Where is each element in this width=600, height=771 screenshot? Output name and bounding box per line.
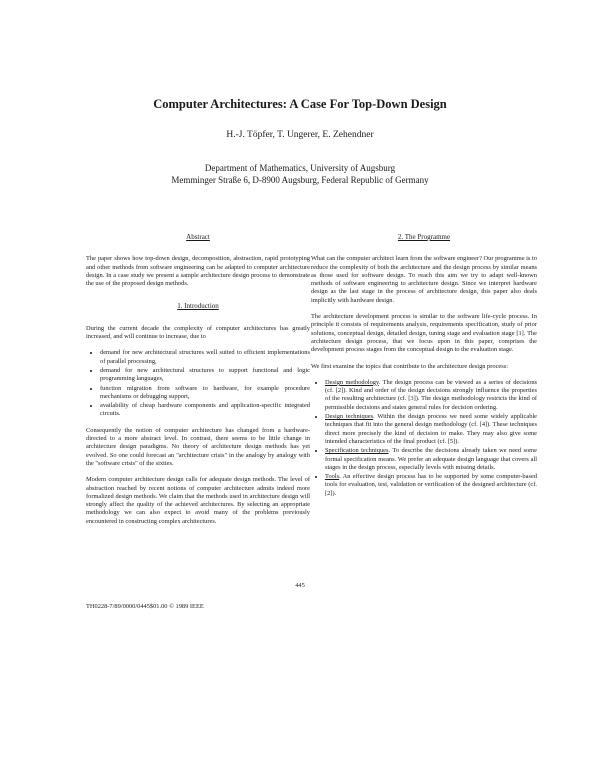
list-item [325,379,537,412]
item-text: . Within the design process we need some widely applicable techniques that fit into the general design methodology (cf. [4]). These techniques direct more precisely the kind of decision to make. They may also give some intended characteristics of the final product (cf. [5]). [325,413,538,445]
item-term: Specification techniques [325,447,389,455]
topics-list [311,379,537,498]
list-item: • availability of cheap hardware components and application-specific integrated circuits. [100,402,310,419]
affiliation [0,162,600,186]
affiliation-line-2: Memminger Straße 6, D-8900 Augsburg, Federal Republic of Germany [171,175,429,185]
list-item: • demand for new architectural structures to support functional and logic programming languages, [100,367,310,384]
introduction-heading: 1. Introduction [177,302,219,311]
list-item [325,473,537,498]
page-number: 445 [295,582,305,589]
intro-paragraph-3: Modern computer architecture design calls for adequate design methods. The level of abstraction reached by recent notions of computer architecture admits indeed more formalized design methods. We claim that the methods used in architecture design will strongly affect the quality of the achieved architectures. By selecting an appropriate methodology we can also expect to avoid many of the problems previously encountered in constructing complex architectures. [86,476,310,525]
item-text: . The design process can be viewed as a series of decisions (cf. [2]). Kind and order of the design decisions strongly influence the properties of the resulting architecture (cf. [3]). The design methodology restricts the kind of permissible decisions and states general rules for decision ordering. [325,378,538,411]
abstract-heading: Abstract [186,233,210,241]
intro-paragraph-1: During the current decade the complexity of computer architectures has greatly increased, and will continue to increase, due to [86,324,310,341]
authors: H.-J. Töpfer, T. Ungerer, E. Zehendner [226,130,374,140]
footer-code: TH0228-7/89/0000/0445$01.00 © 1989 IEEE [86,603,204,610]
abstract-text: The paper shows how top-down design, decomposition, abstraction, rapid prototyping and other methods from software engineering can be adapted to computer architecture design. In a case study we present a sample architecture design process to demonstrate the use of the proposed design methods. [86,255,310,288]
paper-title: Computer Architectures: A Case For Top-Down Design [153,97,447,111]
programme-paragraph-2: The architecture development process is similar to the software life-cycle process. In principle it consists of requirements analysis, requirements specification, study of prior solutions, conceptual design, detailed design, tuning stage and evaluation stage [1]. The architecture design process, that we focus upon in this paper, comprises the development process stages from the conceptual design to the evaluation stage. [311,313,537,354]
intro-paragraph-2: Consequently the notion of computer architecture has changed from a hardware-directed to a more abstract level. In contrast, there seems to be little change in architecture design paradigms. No theory of architecture design methods has yet evolved. So one could forecast an "architecture crisis" in the analogy by analogy with the "software crisis" of the sixties. [86,426,310,467]
programme-paragraph-3: We first examine the topics that contribute to the architecture design process: [311,362,508,370]
left-column [86,233,310,534]
list-item [325,413,537,446]
programme-paragraph-1: What can the computer architect learn from the software engineer? Our programme is to reduce the complexity of both the architecture and the design process by similar means as those used for software design. To reach this aim we try to adapt well-known methods of software engineering to architecture design. Since we interpret hardware design as the last stage in the process of architecture design, this paper also deals implicitly with hardware design. [311,255,537,304]
intro-bullet-list [86,349,310,418]
item-term: Design methodology [325,378,379,386]
item-text: . An effective design process has to be supported by some computer-based tools for evaluation, test, validation or verification of the designed architecture (cf. [2]). [325,473,537,497]
programme-heading: 2. The Programme [397,233,451,241]
list-item: • demand for new architectural structures well suited to efficient implementations of parallel processing, [100,349,310,366]
item-text: . To describe the decisions already taken we need some formal specification means. We prefer an adequate design language that covers all stages in the design process, especially levels with missing details. [325,447,537,471]
list-item [325,447,537,472]
affiliation-line-1: Department of Mathematics, University of Augsburg [204,163,396,173]
item-term: Design techniques [325,413,374,421]
item-term: Tools [325,473,340,481]
list-item: • function migration from software to hardware, for example procedure mechanisms or debugging support, [100,385,310,402]
right-column [311,233,537,506]
